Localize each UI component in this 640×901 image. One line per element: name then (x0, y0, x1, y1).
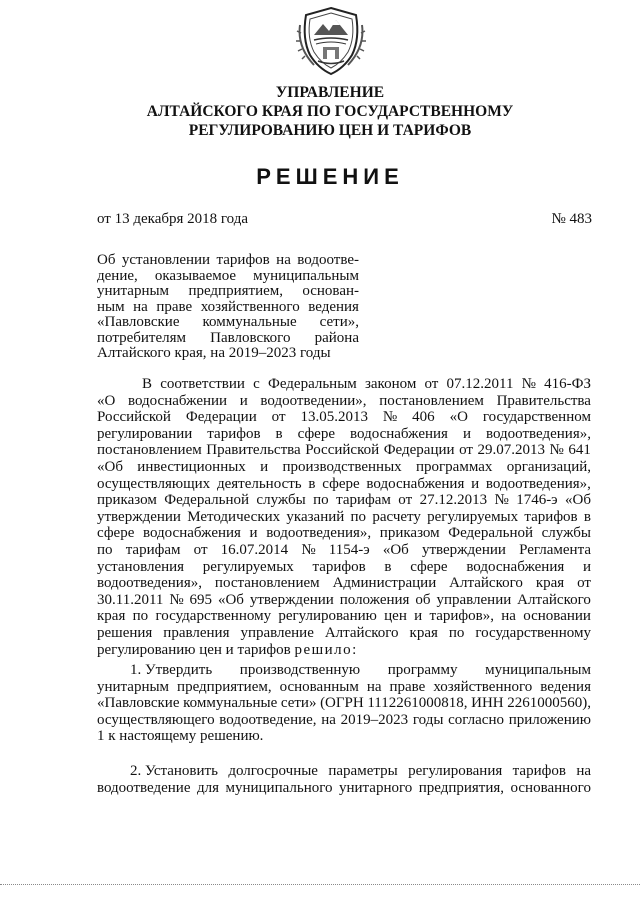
text-line (97, 442, 591, 459)
word: Алтайского (449, 575, 523, 592)
word: В (142, 376, 153, 392)
word: Федеральным (267, 376, 357, 392)
text-line (97, 376, 591, 393)
word: Павловского (210, 329, 291, 346)
word: тарифам (125, 541, 181, 558)
word: унитарным (97, 283, 170, 299)
word: тарифов (207, 425, 261, 442)
document-title: РЕШЕНИЕ (256, 164, 404, 189)
word: службы (256, 492, 306, 509)
word: в (308, 475, 316, 492)
word: и (414, 608, 423, 625)
text-line (97, 780, 591, 797)
word: на (366, 678, 382, 695)
text-line (97, 409, 591, 426)
word: программах (416, 458, 493, 475)
word: Федерации (383, 442, 455, 459)
word: от (193, 541, 208, 558)
word: коммунальные (183, 695, 278, 712)
word: указаний (286, 508, 345, 525)
word: основан- (302, 283, 359, 299)
word: 2. Установить (130, 763, 218, 779)
word: Администрации (332, 575, 437, 592)
word: «Об (97, 458, 123, 475)
word: ИНН (471, 695, 504, 712)
word: приказом (97, 492, 157, 509)
word: 406 (412, 409, 435, 426)
word: государственном (482, 409, 591, 426)
word: утверждении (97, 508, 181, 525)
word: Правительства (496, 392, 591, 409)
word: регулированию (278, 608, 377, 625)
text-line (97, 300, 359, 316)
text-line (97, 459, 591, 476)
word: «О (97, 392, 116, 409)
word: и (582, 558, 591, 575)
word: производственную (239, 662, 361, 678)
word: сфере (97, 525, 135, 542)
word: сфере (297, 425, 336, 442)
word: на (501, 608, 516, 625)
word: района (314, 329, 359, 346)
word: 29.07.2013 (477, 442, 545, 459)
word: и (471, 475, 480, 492)
word: водоотведения», (485, 475, 591, 492)
text-line: Алтайского края, на 2019–2023 годы (97, 345, 331, 361)
word: водоотведение, (219, 711, 317, 728)
word: «Об (382, 541, 409, 558)
word: по (448, 624, 465, 641)
word: «Об (565, 492, 591, 509)
word: государственному (475, 624, 591, 641)
word: края (97, 608, 126, 625)
word: установлении (121, 252, 211, 268)
word: основанного (510, 779, 591, 796)
word: Правительства (206, 442, 301, 459)
word: тарифов», (429, 608, 494, 625)
word: утверждении (249, 591, 334, 608)
word: унитарного (339, 779, 413, 796)
word: программу (387, 662, 458, 678)
word: предприятием, (188, 283, 283, 299)
text-line (97, 525, 591, 542)
word: 1. Утвердить (130, 662, 213, 678)
word: 13.05.2013 (300, 409, 368, 426)
word: тарифов (312, 558, 366, 575)
word: № (301, 541, 316, 558)
word: основании (523, 608, 591, 625)
word: сети» (280, 695, 317, 712)
word: водоснабжения (466, 558, 565, 575)
word: по (350, 508, 367, 525)
word: «Павловские (97, 314, 180, 330)
text-line (97, 625, 591, 642)
decision-subject (97, 253, 359, 362)
word: установления (97, 558, 185, 575)
word: № (549, 442, 564, 459)
word: ным (97, 298, 125, 315)
word: постановлением (379, 392, 484, 409)
word: управление (240, 624, 314, 641)
word: от (424, 376, 439, 392)
word: и (260, 458, 269, 475)
text-line (97, 284, 359, 300)
word: параметры (328, 763, 398, 779)
word: на (321, 711, 336, 728)
word: тарифов (524, 508, 578, 525)
word: организаций, (506, 458, 591, 475)
word: унитарным (97, 678, 170, 695)
word: 1154-э (328, 541, 370, 558)
word: 16.07.2014 (220, 541, 289, 558)
word: сфере (322, 475, 360, 492)
word: края (409, 624, 438, 641)
word: 695 (189, 591, 213, 608)
agency-name-line-3: РЕГУЛИРОВАНИЮ ЦЕН И ТАРИФОВ (188, 122, 472, 139)
word: водоотведении», (260, 392, 367, 409)
word: сети», (319, 314, 359, 330)
word: приложению (508, 711, 591, 728)
word: 30.11.2011 (97, 591, 164, 608)
text-line (97, 509, 591, 526)
word: и (239, 392, 248, 409)
decision-number: № 483 (551, 211, 592, 227)
word: «О (449, 409, 468, 426)
word: Методических (187, 508, 281, 525)
word: праве (389, 678, 426, 695)
word: Федеральной (448, 525, 534, 542)
word: в (275, 425, 283, 442)
word: постановлением (214, 575, 320, 592)
word: Российской (305, 442, 380, 459)
word: соответствии (160, 376, 245, 392)
word: и (249, 525, 258, 542)
word: регулируемых (202, 558, 294, 575)
word: управлении (436, 591, 512, 608)
agency-name-line-2: АЛТАЙСКОГО КРАЯ ПО ГОСУДАРСТВЕННОМУ (146, 103, 514, 120)
word: водоснабжения (366, 475, 465, 492)
word: по (313, 492, 329, 509)
word: от (459, 442, 473, 459)
text-line (97, 575, 591, 592)
word: 27.12.2013 (419, 492, 488, 509)
text-line (97, 492, 591, 509)
word: края (535, 575, 565, 592)
word: государственному (155, 608, 272, 625)
word: предприятием, (177, 678, 272, 695)
word: от (577, 575, 591, 592)
word: предприятия, (418, 779, 505, 796)
word: Об (97, 252, 116, 268)
text-line (97, 476, 591, 493)
word: 1112261000818, (367, 695, 468, 712)
text-line (97, 679, 591, 696)
word: ведения (540, 678, 591, 695)
resolution-colon: : (352, 641, 357, 658)
coat-of-arms-icon (296, 5, 366, 77)
word: расчету (372, 508, 421, 525)
decision-date: от 13 декабря 2018 года (97, 211, 249, 227)
word: правления (163, 624, 230, 641)
text-line (97, 331, 359, 347)
word: регулируемых (427, 508, 519, 525)
word: муниципальным (253, 267, 359, 284)
word: 641 (568, 442, 591, 459)
word: потребителям (97, 329, 186, 346)
word: основанным (279, 678, 359, 695)
word: 2019–2023 (340, 711, 409, 728)
page-footer-rule (0, 884, 640, 885)
word: 1746-э (516, 492, 558, 509)
word: деятельность (216, 475, 302, 492)
preamble-paragraph (97, 376, 591, 658)
word: муниципального (225, 779, 333, 796)
word: 07.12.2011 (446, 376, 514, 392)
text-line (97, 662, 591, 679)
word: тарифов (216, 252, 270, 268)
word: праве (156, 298, 193, 315)
word: долгосрочные (228, 763, 318, 779)
word: водоотведения», (97, 575, 202, 592)
word: муниципальным (485, 662, 591, 678)
word: приказом (379, 525, 440, 542)
text-line (97, 559, 591, 576)
word: сфере (410, 558, 448, 575)
word: и (462, 425, 471, 442)
word: законом (364, 376, 417, 392)
word: регулирования (408, 763, 503, 779)
word: об (415, 591, 431, 608)
word: утверждении (421, 541, 506, 558)
word: тарифов (512, 763, 566, 779)
word: Регламента (519, 541, 591, 558)
word: по (97, 541, 113, 558)
word: Алтайского (324, 624, 399, 641)
word: водоснабжении (128, 392, 228, 409)
text-line (97, 608, 591, 625)
word: от (271, 409, 286, 426)
word: Федерации (185, 409, 257, 426)
word: осуществляющего (97, 711, 215, 728)
word: дение, (97, 267, 138, 284)
word: Российской (97, 409, 171, 426)
word: для (196, 779, 219, 796)
word: тарифам (336, 492, 391, 509)
word: водоотведение (97, 779, 191, 796)
word: на (576, 763, 591, 779)
word: по (132, 608, 149, 625)
word: положения (339, 591, 410, 608)
text-line (97, 542, 591, 559)
word: на (133, 298, 148, 315)
word: с (253, 376, 260, 392)
word: в (583, 508, 591, 525)
word: от (398, 492, 413, 509)
word: на (276, 252, 291, 268)
word: инвестиционных (137, 458, 246, 475)
word: решения (97, 624, 153, 641)
word: Алтайского (517, 591, 591, 608)
word: хозяйственного (433, 678, 533, 695)
word: ведения (308, 298, 359, 315)
text-line (97, 315, 359, 331)
clause-1-paragraph (97, 662, 591, 745)
text-line (97, 393, 591, 410)
word: 416-ФЗ (544, 376, 591, 392)
clause-2-paragraph (97, 763, 591, 796)
text-line (97, 426, 591, 443)
word: (ОГРН (320, 695, 364, 712)
text-line (97, 642, 591, 659)
word: водоотведения», (266, 525, 372, 542)
word: постановлением (97, 442, 202, 459)
word: коммунальные (202, 314, 297, 330)
word: оказываемое (154, 267, 237, 284)
resolved-word: решило (294, 641, 353, 658)
word: № (169, 591, 184, 608)
word: годы (412, 711, 444, 728)
text-line (97, 763, 591, 780)
word: водоснабжения (143, 525, 241, 542)
text-line (97, 253, 359, 269)
agency-name-line-1: УПРАВЛЕНИЕ (275, 84, 385, 101)
text-line (97, 592, 591, 609)
word: осуществляющих (97, 475, 211, 492)
word: цен (384, 608, 407, 625)
word: службы (541, 525, 591, 542)
word: «Об (217, 591, 244, 608)
word: 2261000560), (507, 695, 591, 712)
resolution-text: регулированию цен и тарифов (97, 641, 295, 658)
word: водоотве- (297, 252, 359, 268)
word: водоснабжения (350, 425, 448, 442)
word: № (382, 409, 398, 426)
text-line: 1 к настоящему решению. (97, 728, 264, 745)
word: согласно (448, 711, 504, 728)
word: № (494, 492, 509, 509)
word: № (521, 376, 536, 392)
word: водоотведения», (485, 425, 591, 442)
word: хозяйственного (200, 298, 300, 315)
text-line (97, 695, 591, 712)
word: Федеральной (164, 492, 250, 509)
word: в (384, 558, 392, 575)
text-line (97, 269, 359, 285)
word: регулировании (97, 425, 193, 442)
word: «Павловские (97, 695, 180, 712)
word: производственных (282, 458, 402, 475)
text-line (97, 712, 591, 729)
